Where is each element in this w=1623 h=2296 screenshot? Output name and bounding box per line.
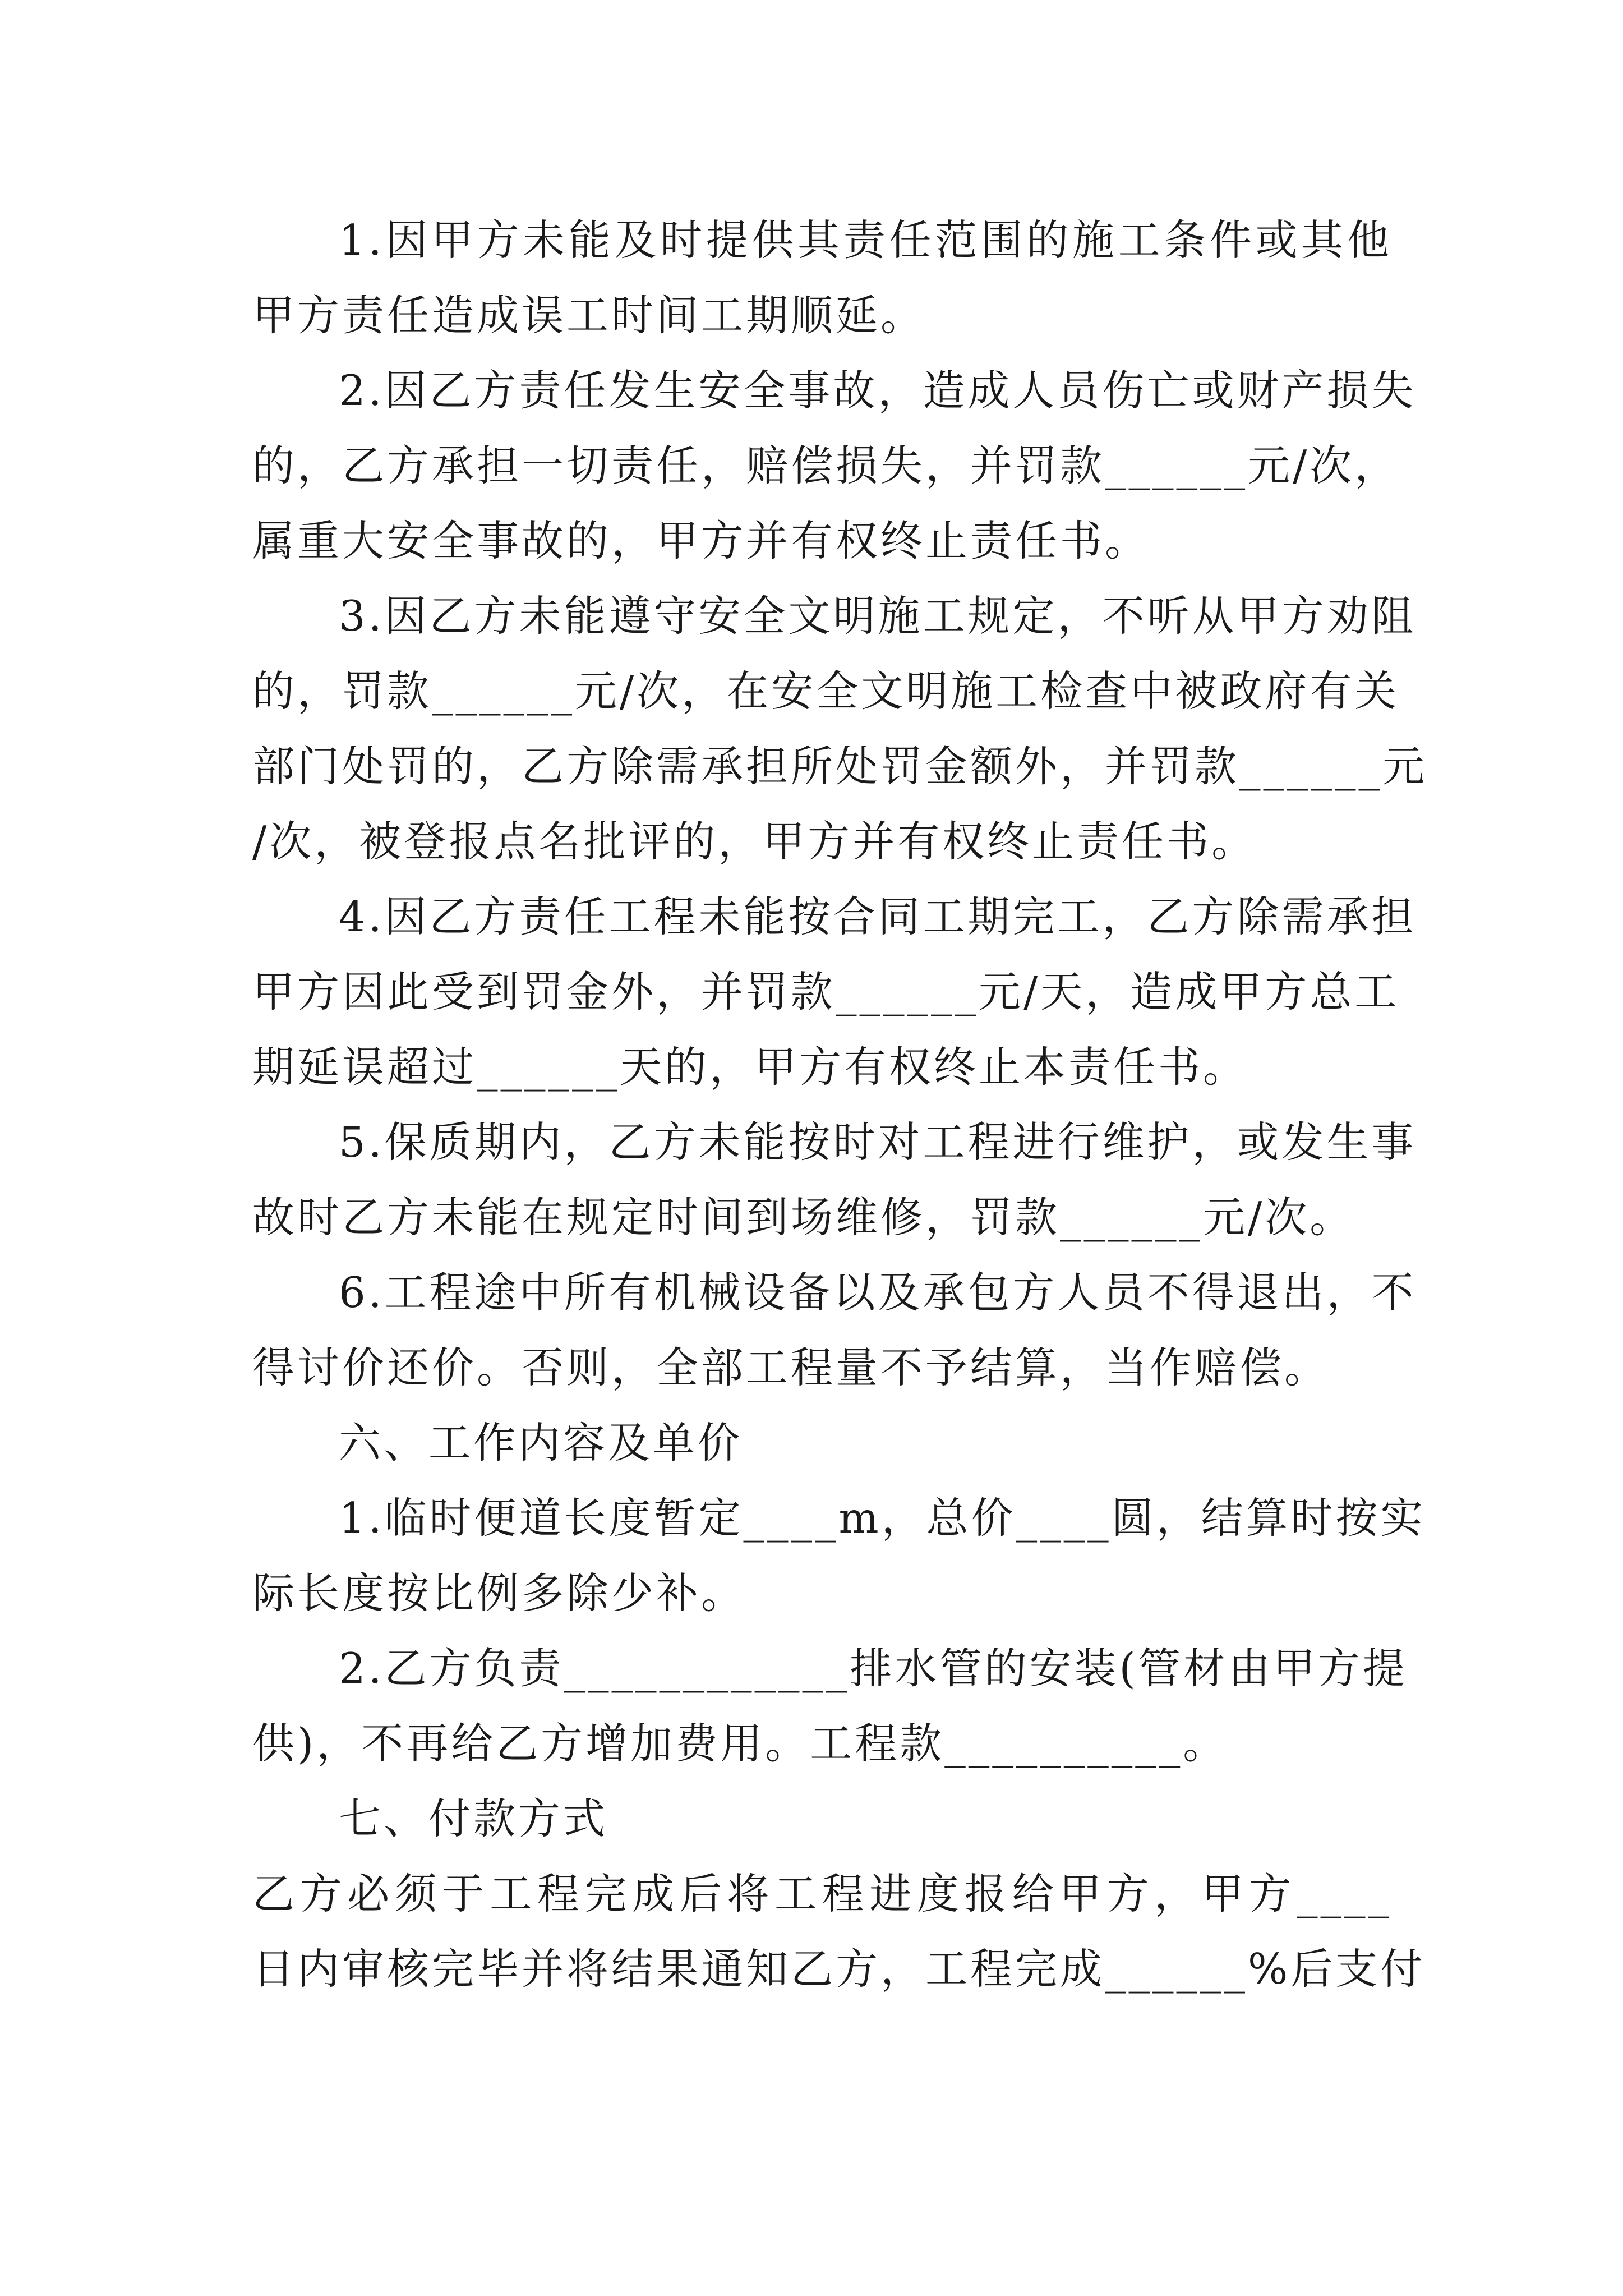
paragraph-line: 1.临时便道长度暂定____m，总价____圆，结算时按实 <box>339 1493 1426 1543</box>
paragraph-line: 1.因甲方未能及时提供其责任范围的施工条件或其他 <box>339 215 1392 265</box>
paragraph-line: 2.因乙方责任发生安全事故，造成人员伤亡或财产损失 <box>339 366 1417 415</box>
paragraph-line: 故时乙方未能在规定时间到场维修，罚款______元/次。 <box>252 1193 1355 1242</box>
paragraph-line: 5.保质期内，乙方未能按时对工程进行维护，或发生事 <box>339 1117 1417 1167</box>
paragraph-line: 的，乙方承担一切责任，赔偿损失，并罚款______元/次， <box>252 441 1400 490</box>
paragraph-line: 得讨价还价。否则，全部工程量不予结算，当作赔偿。 <box>252 1343 1330 1392</box>
paragraph-line: 6.工程途中所有机械设备以及承包方人员不得退出，不 <box>339 1268 1417 1317</box>
paragraph-line: 的，罚款______元/次，在安全文明施工检查中被政府有关 <box>252 666 1400 716</box>
section-heading: 七、付款方式 <box>339 1794 608 1843</box>
section-heading: 六、工作内容及单价 <box>339 1418 743 1467</box>
paragraph-line: 供)，不再给乙方增加费用。工程款__________。 <box>252 1719 1228 1768</box>
paragraph-line: 3.因乙方未能遵守安全文明施工规定，不听从甲方劝阻 <box>339 591 1417 641</box>
paragraph-line: 甲方责任造成误工时间工期顺延。 <box>252 291 926 340</box>
paragraph-line: 部门处罚的，乙方除需承担所处罚金额外，并罚款______元 <box>252 742 1428 791</box>
paragraph-line: 际长度按比例多除少补。 <box>252 1568 746 1618</box>
paragraph-line: /次，被登报点名批评的，甲方并有权终止责任书。 <box>252 817 1257 866</box>
paragraph-line: 日内审核完毕并将结果通知乙方，工程完成______%后支付 <box>252 1944 1426 1994</box>
paragraph-line: 乙方必须于工程完成后将工程进度报给甲方，甲方____ <box>252 1869 1392 1918</box>
paragraph-line: 4.因乙方责任工程未能按合同工期完工，乙方除需承担 <box>339 892 1417 941</box>
paragraph-line: 2.乙方负责____________排水管的安装(管材由甲方提 <box>339 1644 1408 1693</box>
paragraph-line: 甲方因此受到罚金外，并罚款______元/天，造成甲方总工 <box>252 967 1400 1016</box>
paragraph-line: 期延误超过______天的，甲方有权终止本责任书。 <box>252 1042 1248 1092</box>
paragraph-line: 属重大安全事故的，甲方并有权终止责任书。 <box>252 516 1150 565</box>
